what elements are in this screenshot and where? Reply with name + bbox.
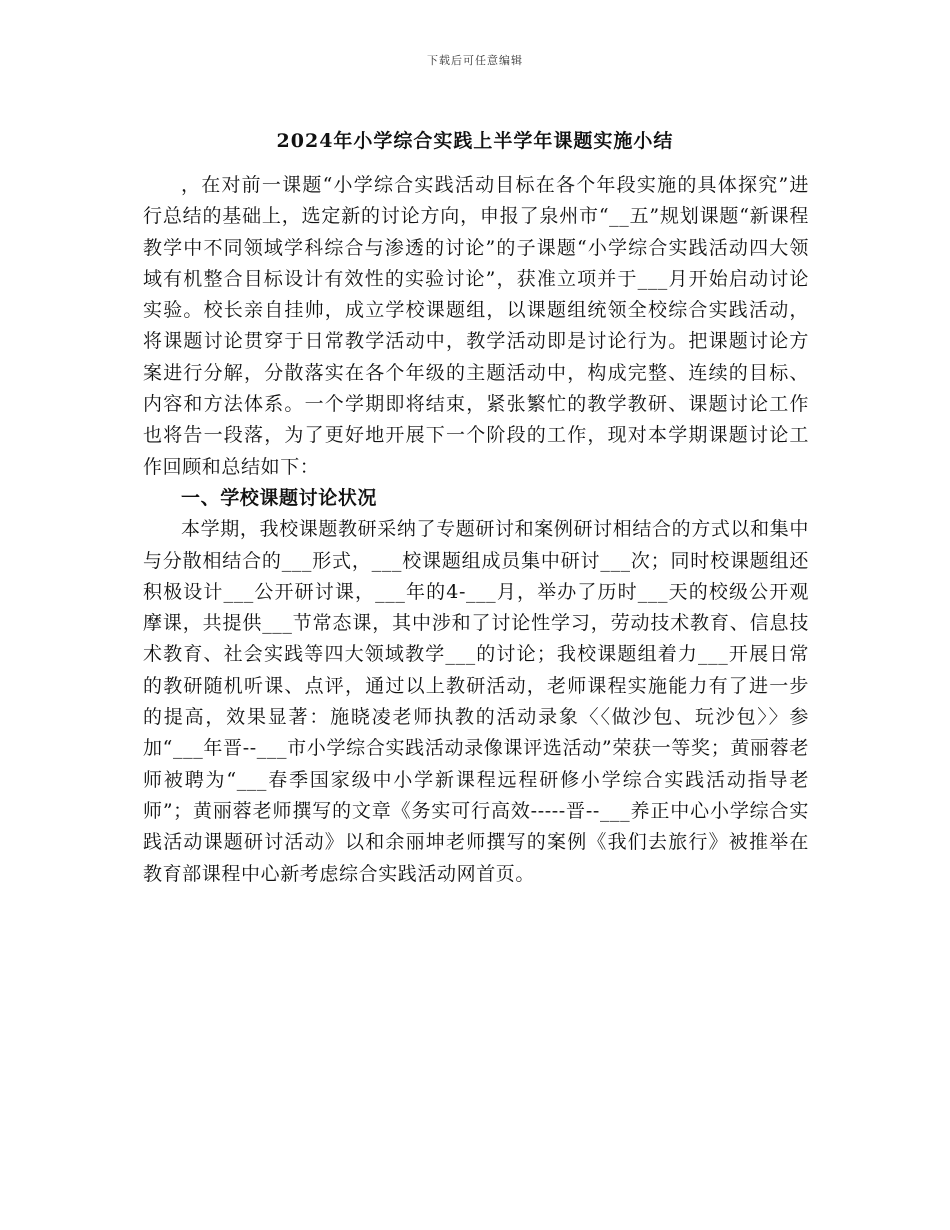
intro-paragraph: ，在对前一课题“小学综合实践活动目标在各个年段实施的具体探究”进行总结的基础上，选定新的讨论方向，申报了泉州市“__五”规划课题“新课程教学中不同领域学科综合与渗透的讨论”的子课题“小学综合实践活动四大领域有机整合目标设计有效性的实验讨论”，获准立项并于___月开始启动讨论实验。校长亲自挂帅，成立学校课题组，以课题组统领全校综合实践活动，将课题讨论贯穿于日常教学活动中，教学活动即是讨论行为。把课题讨论方案进行分解，分散落实在各个年级的主题活动中，构成完整、连续的目标、内容和方法体系。一个学期即将结束，紧张繁忙的教学教研、课题讨论工作也将告一段落，为了更好地开展下一个阶段的工作，现对本学期课题讨论工作回顾和总结如下： xyxy=(143,174,809,478)
document-title: 2024年小学综合实践上半学年课题实施小结 xyxy=(276,130,674,152)
section-paragraph: 本学期，我校课题教研采纳了专题研讨和案例研讨相结合的方式以和集中与分散相结合的___形式，___校课题组成员集中研讨___次；同时校课题组还积极设计___公开研讨课，___年的4-___月，举办了历时___天的校级公开观摩课，共提供___节常态课，其中涉和了讨论性学习，劳动技术教育、信息技术教育、社会实践等四大领域教学___的讨论；我校课题组着力___开展日常的教研随机听课、点评，通过以上教研活动，老师课程实施能力有了进一步的提高，效果显著：施晓凌老师执教的活动录象〈〈做沙包、玩沙包〉〉参加“___年晋--___市小学综合实践活动录像课评选活动”荣获一等奖；黄丽蓉老师被聘为“___春季国家级中小学新课程远程研修小学综合实践活动指导老师”；黄丽蓉老师撰写的文章《务实可行高效-----晋--___养正中心小学综合实践活动课题研讨活动》以和余丽坤老师撰写的案例《我们去旅行》被推举在教育部课程中心新考虑综合实践活动网首页。 xyxy=(143,518,809,885)
page-header-note: 下载后可任意编辑 xyxy=(427,54,523,67)
section-heading: 一、学校课题讨论状况 xyxy=(181,486,378,509)
document-body xyxy=(143,170,809,890)
